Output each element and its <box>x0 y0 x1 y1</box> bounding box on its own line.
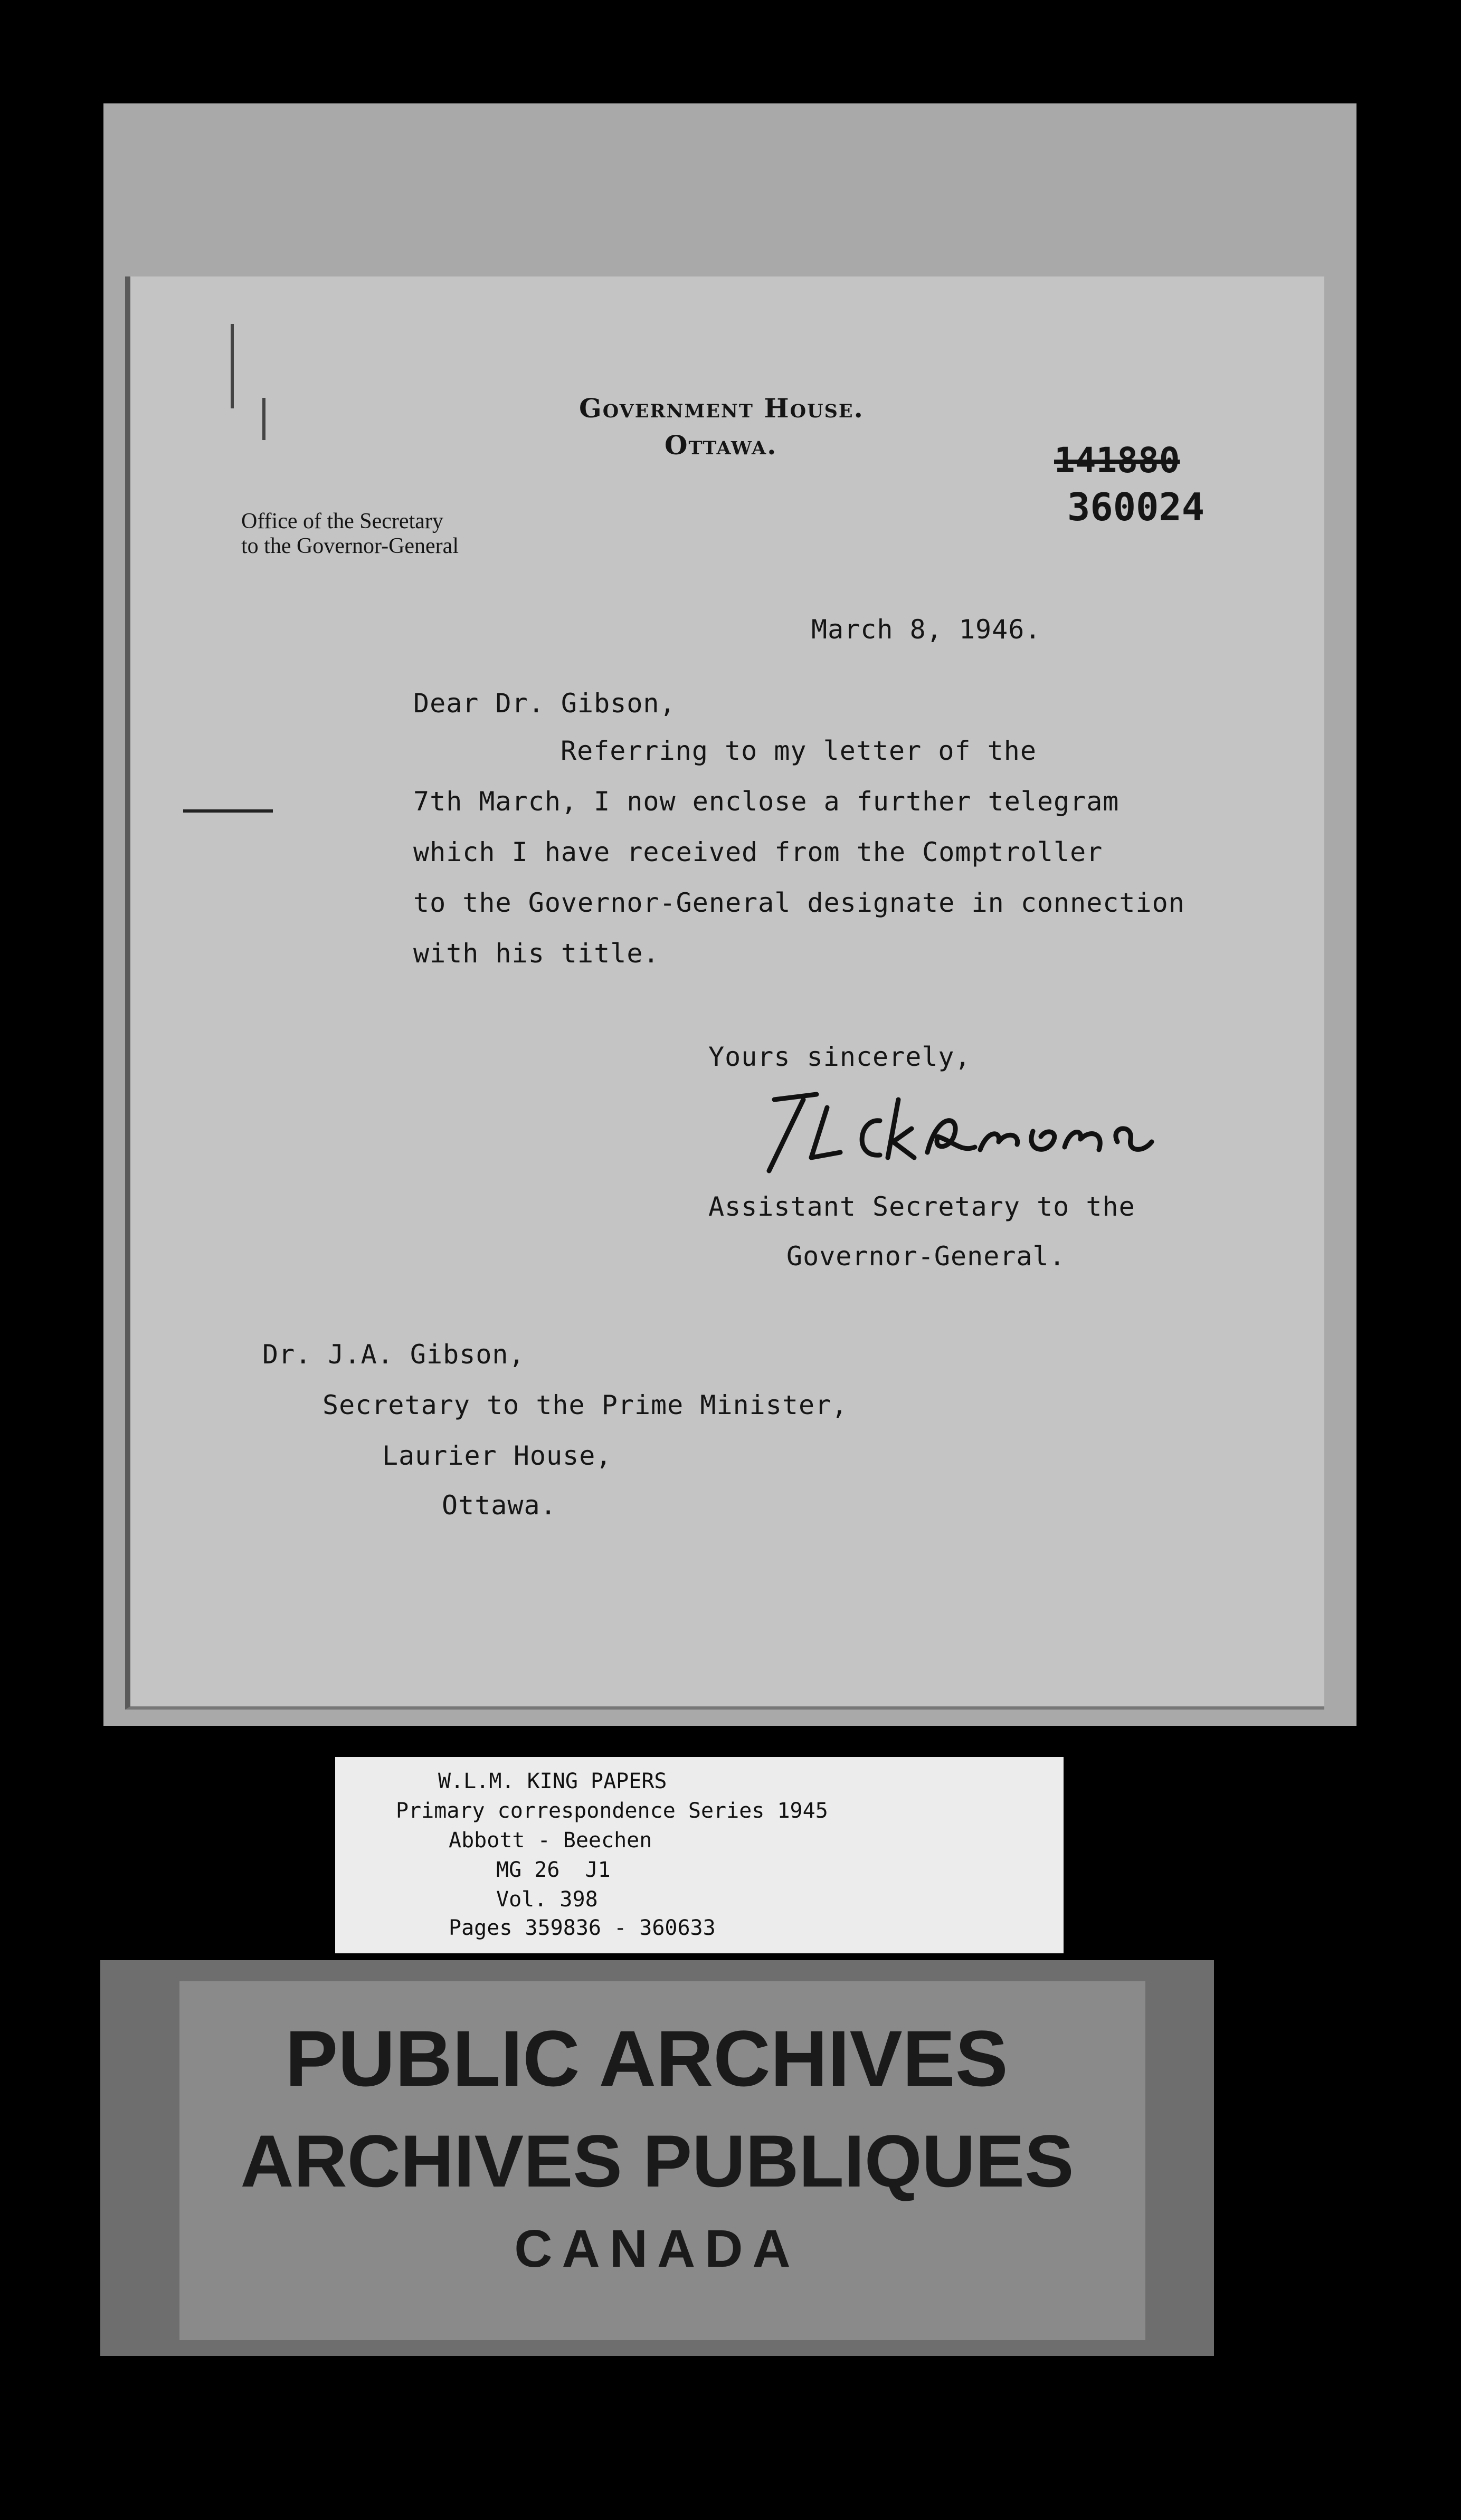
signer-title-line2: Governor-General. <box>786 1241 1066 1272</box>
office-line2: to the Governor-General <box>241 534 459 558</box>
body-line: 7th March, I now enclose a further telegram <box>413 786 1120 817</box>
stamp-line1: PUBLIC ARCHIVES <box>285 2014 1008 2103</box>
archives-stamp <box>100 1960 1214 2356</box>
archive-label-line: Pages 359836 - 360633 <box>449 1916 716 1940</box>
stamp-line2: ARCHIVES PUBLIQUES <box>240 2120 1074 2202</box>
archive-label <box>335 1757 1064 1953</box>
signer-title-line1: Assistant Secretary to the <box>708 1191 1135 1222</box>
margin-mark <box>183 809 273 813</box>
handwritten-signature <box>753 1078 1165 1184</box>
punch-mark <box>262 398 265 440</box>
archive-label-line: Abbott - Beechen <box>449 1828 652 1853</box>
salutation: Dear Dr. Gibson, <box>413 688 676 719</box>
addressee-address: Laurier House, <box>382 1440 612 1471</box>
letterhead-line1: Government House. <box>579 393 864 424</box>
file-number: 360024 <box>1067 485 1205 529</box>
letterhead-line2: Ottawa. <box>665 429 777 461</box>
letter-date: March 8, 1946. <box>811 614 1041 645</box>
letter-page <box>125 276 1324 1710</box>
body-line: which I have received from the Comptroller <box>413 837 1103 867</box>
archive-label-line: MG 26 J1 <box>496 1858 611 1882</box>
office-line1: Office of the Secretary <box>241 509 443 533</box>
file-number-struck: 141880 <box>1054 440 1180 481</box>
stamp-line3: CANADA <box>514 2219 800 2278</box>
addressee-city: Ottawa. <box>442 1490 557 1521</box>
punch-mark <box>231 324 234 408</box>
archive-label-line: Primary correspondence Series 1945 <box>396 1799 828 1823</box>
addressee-name: Dr. J.A. Gibson, <box>262 1339 525 1370</box>
body-line: Referring to my letter of the <box>561 736 1037 766</box>
body-line: with his title. <box>413 938 660 969</box>
addressee-title: Secretary to the Prime Minister, <box>322 1390 848 1420</box>
body-line: to the Governor-General designate in connection <box>413 887 1185 918</box>
archive-label-line: Vol. 398 <box>496 1887 598 1912</box>
closing: Yours sincerely, <box>708 1042 971 1072</box>
archive-label-line: W.L.M. KING PAPERS <box>438 1769 667 1793</box>
